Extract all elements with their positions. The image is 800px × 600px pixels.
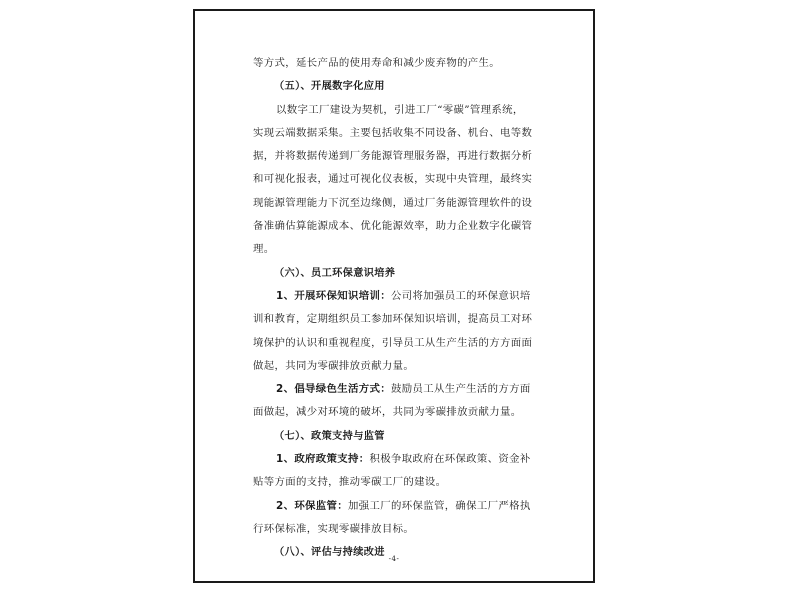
section-heading-5: （五）、开展数字化应用 — [274, 81, 385, 93]
paragraph-line: 行环保标准，实现零碳排放目标。 — [253, 522, 415, 535]
paragraph-line — [253, 378, 543, 401]
subheading-government-support: 1、政府政策支持： — [276, 453, 370, 466]
page-body — [253, 52, 543, 565]
paragraph-line: 据，并将数据传递到厂务能源管理服务器，再进行数据分析 — [253, 150, 533, 163]
paragraph-text: 鼓励员工从生产生活的方方面 — [391, 383, 531, 396]
subheading-green-lifestyle: 2、倡导绿色生活方式： — [276, 383, 391, 396]
paragraph-text: 加强工厂的环保监管，确保工厂严格执 — [348, 499, 531, 512]
section-heading-6: （六）、员工环保意识培养 — [274, 267, 396, 279]
paragraph-line: 做起，共同为零碳排放贡献力量。 — [253, 359, 415, 372]
paragraph-line: 和可视化报表，通过可视化仪表板，实现中央管理，最终实 — [253, 173, 533, 186]
paragraph-line: 实现云端数据采集。主要包括收集不同设备、机台、电等数 — [253, 126, 533, 139]
paragraph-line — [253, 285, 543, 308]
paragraph-line: 备准确估算能源成本、优化能源效率，助力企业数字化碳管 — [253, 220, 533, 233]
subheading-environmental-supervision: 2、环保监管： — [276, 499, 349, 512]
section-heading-8: （八）、评估与持续改进 — [274, 547, 385, 559]
paragraph-line: 贴等方面的支持，推动零碳工厂的建设。 — [253, 476, 447, 489]
paragraph-text: 积极争取政府在环保政策、资金补 — [369, 453, 531, 466]
subheading-training: 1、开展环保知识培训： — [276, 289, 391, 302]
paragraph-line: 面做起，减少对环境的破坏，共同为零碳排放贡献力量。 — [253, 406, 522, 419]
section-heading-7: （七）、政策支持与监管 — [274, 430, 385, 442]
paragraph-line — [253, 495, 543, 518]
document-page — [193, 9, 595, 583]
paragraph-line: 训和教育，定期组织员工参加环保知识培训，提高员工对环 — [253, 313, 533, 326]
page-number: -4- — [388, 555, 400, 563]
paragraph-line: 等方式，延长产品的使用寿命和减少废弃物的产生。 — [253, 57, 501, 69]
paragraph-line — [253, 448, 543, 471]
paragraph-text: 公司将加强员工的环保意识培 — [391, 289, 531, 302]
paragraph-line: 以数字工厂建设为契机，引进工厂“零碳”管理系统， — [276, 103, 524, 116]
paragraph-line: 理。 — [253, 243, 275, 256]
paragraph-line: 现能源管理能力下沉至边缘侧，通过厂务能源管理软件的设 — [253, 196, 533, 209]
paragraph-line: 境保护的认识和重视程度，引导员工从生产生活的方方面面 — [253, 336, 533, 349]
